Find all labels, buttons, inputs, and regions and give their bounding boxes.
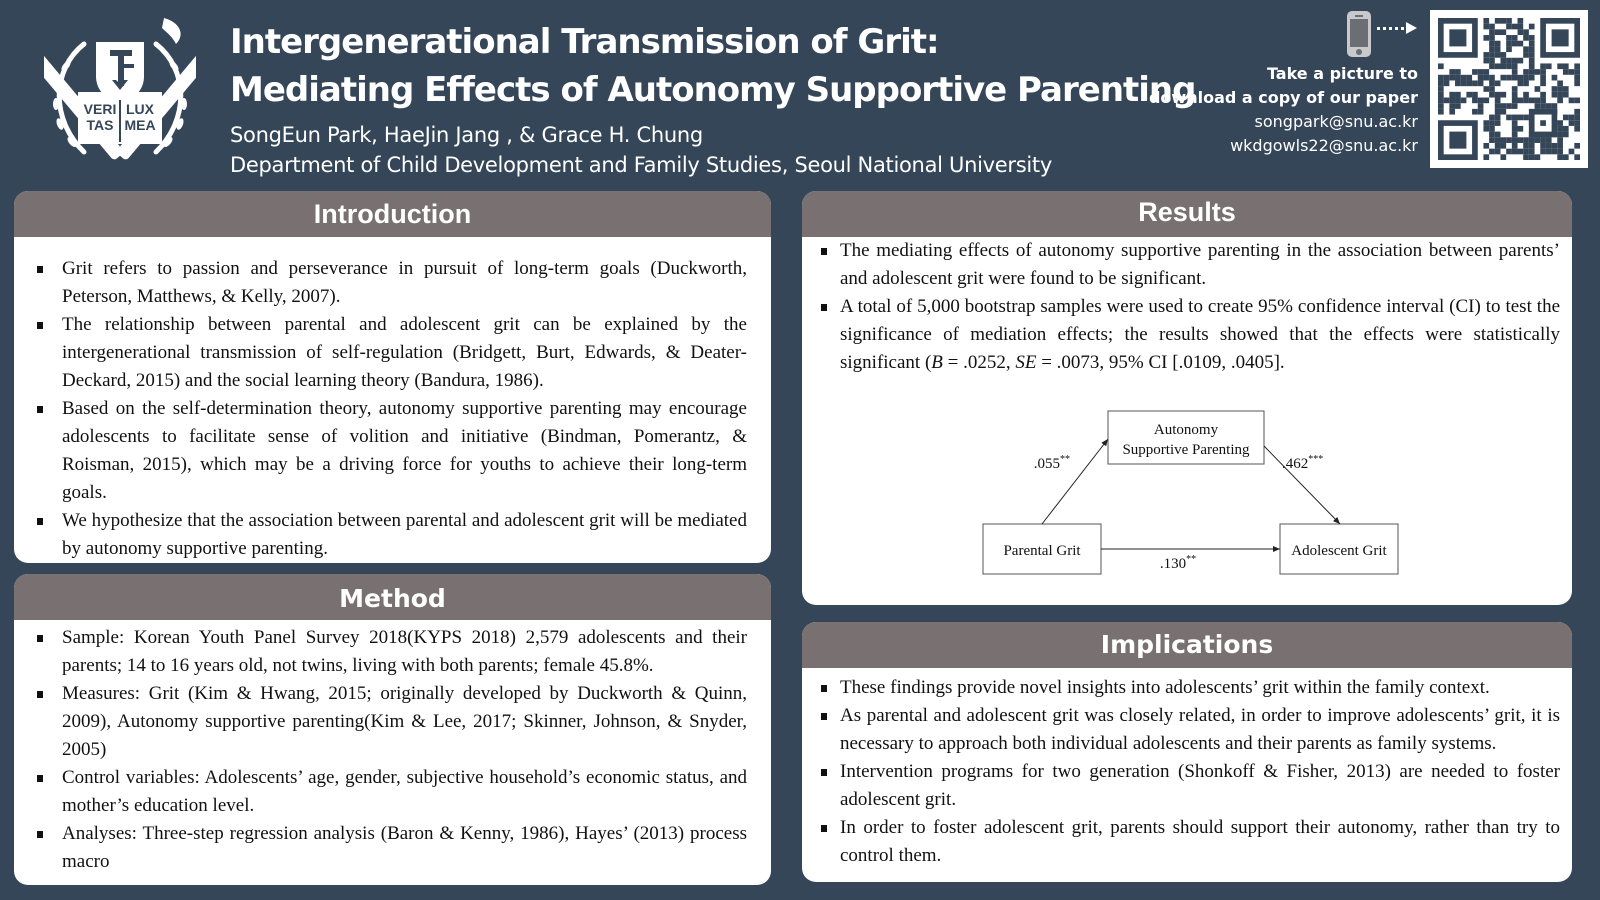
path-c-coefficient [1160,554,1196,572]
smartphone-icon [1347,11,1371,57]
path-c-sig: ** [1186,554,1197,565]
mediator-label-line1: Autonomy [1153,422,1219,438]
path-b-coefficient [1282,454,1323,472]
implications-heading: Implications [802,622,1572,668]
list-item: Measures: Grit (Kim & Hwang, 2015; originally developed by Duckworth & Quinn, 2009), Autonomy supportive parenting(Kim & Lee, 2017; Skinner, Johnson, & Snyder, 2005) [28,680,747,764]
method-panel [14,574,771,885]
path-b-value: .462 [1282,456,1309,472]
list-item: The mediating effects of autonomy supportive parenting in the association between parents’ and adolescent grit were found to be significant. [812,237,1560,293]
method-list [14,624,771,876]
list-item: Based on the self-determination theory, autonomy supportive parenting may encourage adolescents to facilitate sense of volition and initiative (Bindman, Pomerantz, & Roisman, 2015), which may be a driving force for youths to achieve their long-term goals. [28,395,747,507]
path-c-value: .130 [1159,556,1187,572]
dotted-arrow-right-icon [1377,21,1417,33]
list-item: We hypothesize that the association between parental and adolescent grit will be mediated by autonomy supportive parenting. [28,507,747,563]
mediator-label-line2: Supportive Parenting [1122,442,1250,458]
motto-veri: VERI [83,101,117,117]
poster-title-line2: Mediating Effects of Autonomy Supportive Parenting [230,70,1196,110]
predictor-label: Parental Grit [1003,543,1081,559]
list-item: In order to foster adolescent grit, parents should support their autonomy, rather than try to control them. [812,814,1560,870]
list-item: Analyses: Three-step regression analysis (Baron & Kenny, 1986), Hayes’ (2013) process macro [28,820,747,876]
path-b-sig: *** [1308,454,1324,465]
contact-info [1149,62,1418,158]
path-a-sig: ** [1060,454,1070,465]
stat-b-value: = .0252, [942,352,1016,373]
introduction-list [14,245,771,563]
stat-se-value: = .0073, 95% CI [.0109, .0405]. [1036,352,1285,373]
email-link[interactable]: wkdgowls22@snu.ac.kr [1230,136,1418,155]
qr-code-icon[interactable] [1430,10,1588,168]
motto-lux: LUX [126,101,154,117]
list-item [812,293,1560,377]
affiliation: Department of Child Development and Family Studies, Seoul National University [230,153,1052,177]
path-a-coefficient [1034,454,1070,472]
list-item: These findings provide novel insights into adolescents’ grit within the family context. [812,674,1560,702]
poster-title-line1: Intergenerational Transmission of Grit: [230,22,939,62]
motto-tas: TAS [86,117,114,133]
results-heading: Results [802,191,1572,237]
results-panel [802,191,1572,605]
introduction-heading: Introduction [14,191,771,237]
stat-b-label: B [931,352,943,373]
result-text: A total of 5,000 bootstrap samples were used to create 95% confidence interval (CI) to test the significance of mediation effects; the results showed that the effects were statistically significant ( [840,296,1560,373]
path-a-value: .055 [1033,456,1060,472]
university-emblem-icon [44,14,196,170]
email-link[interactable]: songpark@snu.ac.kr [1254,112,1418,131]
list-item: Intervention programs for two generation (Shonkoff & Fisher, 2013) are needed to foster adolescent grit. [812,758,1560,814]
list-item: The relationship between parental and adolescent grit can be explained by the intergenerational transmission of self-regulation (Bridgett, Burt, Edwards, & Deater-Deckard, 2015) and the social learning theory (Bandura, 1986). [28,311,747,395]
outcome-label: Adolescent Grit [1291,543,1387,559]
authors: SongEun Park, HaeJin Jang , & Grace H. Chung [230,123,703,147]
poster-header [230,18,1195,180]
motto-mea: MEA [124,117,156,133]
introduction-panel [14,191,771,563]
stat-se-label: SE [1015,352,1037,373]
path-a-arrow [1042,439,1108,524]
implications-panel [802,622,1572,882]
list-item: As parental and adolescent grit was closely related, in order to improve adolescents’ grit, it is necessary to approach both individual adolescents and their parents as family systems. [812,702,1560,758]
qr-cta-line2: download a copy of our paper [1148,88,1418,107]
results-list [802,237,1572,377]
list-item: Grit refers to passion and perseverance in pursuit of long-term goals (Duckworth, Peterson, Matthews, & Kelly, 2007). [28,255,747,311]
method-heading: Method [14,574,771,620]
list-item: Control variables: Adolescents’ age, gender, subjective household’s economic status, and mother’s education level. [28,764,747,820]
implications-list [802,674,1572,870]
list-item: Sample: Korean Youth Panel Survey 2018(KYPS 2018) 2,579 adolescents and their parents; 14 to 16 years old, not twins, living with both parents; female 45.8%. [28,624,747,680]
qr-cta-line1: Take a picture to [1266,64,1418,83]
mediation-diagram [942,396,1402,596]
